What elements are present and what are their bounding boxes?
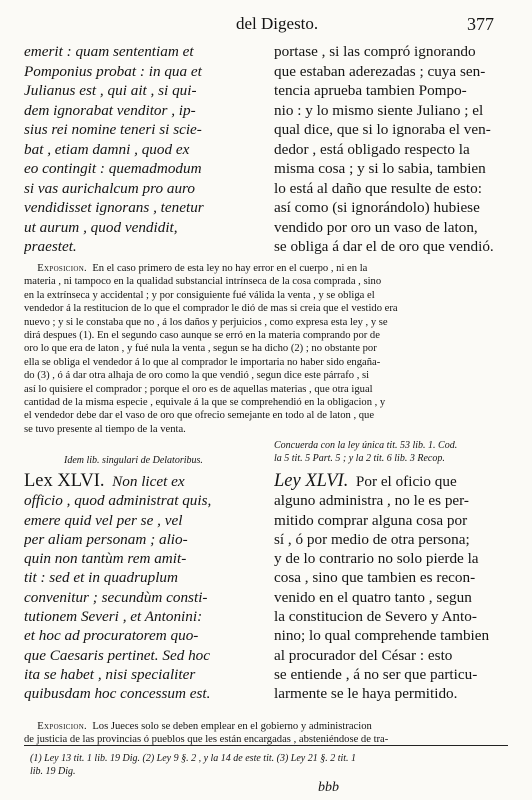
spanish-line: la constitucion de Severo y Anto- xyxy=(274,608,477,626)
exposicion-line: oro lo que era de laton , y fué nula la venta , segun se ha dicho (2) ; no obstante por xyxy=(24,343,377,355)
spanish-line: misma cosa ; y si lo sabia, tambien xyxy=(274,160,486,177)
latin-line: si vas aurichalcum pro auro xyxy=(24,179,195,197)
latin-line: quin non tantùm rem amit- xyxy=(24,550,187,568)
spanish-line: nino; lo qual comprehende tambien xyxy=(274,627,490,645)
exposicion-label: Exposicion. xyxy=(37,721,88,732)
exposicion-line: así lo quisiere el comprador ; porque el oro es de aquellas materias , que otra igual xyxy=(24,383,373,395)
exposicion-text: Los Jueces solo se deben emplear en el gobierno y administracion xyxy=(92,721,372,732)
spanish-line: nio : y lo mismo siente Juliano ; el xyxy=(274,101,484,119)
spanish-line: así como (si ignorándolo) hubiese xyxy=(274,199,480,216)
running-header xyxy=(0,8,532,38)
spanish-line: se obliga á dar el de oro que vendió. xyxy=(274,238,494,255)
exposicion-line: do (3) , ó á dar otra alhaja de oro como la que vendió , segun dice este párrafo , si xyxy=(24,370,370,382)
latin-line: convenitur ; secundùm consti- xyxy=(24,588,208,606)
latin-line: emerit : quam sententiam et xyxy=(24,43,194,60)
latin-line: ita se habet , nisi specialiter xyxy=(24,665,196,683)
latin-line: bat , etiam damni , quod ex xyxy=(24,140,190,158)
spanish-first: Por el oficio que xyxy=(355,473,457,490)
spanish-line: al procurador del César : esto xyxy=(274,646,453,664)
exposicion-line: cantidad de la misma especie , equivale á la que se comprehendió en la obligacion , y xyxy=(24,397,386,409)
law-heading: Lex XLVI. xyxy=(24,472,105,491)
concordance-line: Concuerda con la ley única tit. 53 lib. 1. Cod. xyxy=(274,440,458,451)
latin-line: emere quid vel per se , vel xyxy=(24,511,183,529)
concordance-line: la 5 tit. 5 Part. 5 ; y la 2 tit. 6 lib. 3 Recop. xyxy=(274,452,445,464)
latin-line: eo contingit : quemadmodum xyxy=(24,160,202,177)
latin-line xyxy=(24,472,260,491)
spanish-line: sí , ó por medio de otra persona; xyxy=(274,530,470,548)
footnote-line: (1) Ley 13 tit. 1 lib. 19 Dig. (2) Ley 9 §. 2 , y la 14 de este tit. (3) Ley 21 §. 2 tit. 1 xyxy=(30,753,357,764)
spanish-line: venido en el quatro tanto , segun xyxy=(274,588,472,606)
latin-line: sius rei nomine teneri si scie- xyxy=(24,121,202,138)
signature-mark: bbb xyxy=(318,780,339,795)
latin-line: ut aurum , quod vendidit, xyxy=(24,218,178,236)
page-number: 377 xyxy=(467,14,494,34)
latin-column-1 xyxy=(24,42,260,257)
exposicion-line: de justicia de las provincias ó pueblos que les están encargadas , absteniéndose de tra- xyxy=(24,734,389,746)
exposicion-line xyxy=(24,720,508,733)
spanish-line: alguno administra , no le es per- xyxy=(274,492,469,510)
spanish-line: larmente se le haya permitido. xyxy=(274,685,458,703)
footnote-divider xyxy=(24,745,508,746)
exposicion-line: el vendedor debe dar el vaso de oro que ofrecio semejante en todo al de laton , que xyxy=(24,410,375,422)
latin-column-2 xyxy=(24,472,260,704)
spanish-line: y de lo contrario no solo pierde la xyxy=(274,550,479,568)
spanish-line xyxy=(274,472,510,491)
spanish-column-1 xyxy=(274,42,508,257)
latin-line: que Caesaris pertinet. Sed hoc xyxy=(24,646,211,664)
exposicion-line: dirá despues (1). En el segundo caso aunque se erró en la materia comprando por de xyxy=(24,330,380,342)
latin-line: Pomponius probat : in qua et xyxy=(24,62,202,80)
exposicion-text: En el caso primero de esta ley no hay error en el cuerpo , ni en la xyxy=(92,263,368,274)
spanish-line: qual dice, que si lo ignoraba el ven- xyxy=(274,121,491,138)
footnote-line: lib. 19 Dig. xyxy=(30,766,76,777)
spanish-line: que estaban aderezadas ; cuya sen- xyxy=(274,62,486,80)
exposicion-line: en la extrínseca y accidental ; y por consiguiente fué válida la venta , y se obliga el xyxy=(24,289,375,301)
exposicion-line: ella se obliga el vendedor á lo que al comprador le importaria no haber sido engaña- xyxy=(24,356,381,368)
spanish-line: dedor , está obligado respecto la xyxy=(274,140,470,158)
exposicion-line: vendedor á la restitucion de lo que el comprador le dió de mas si creia que el vestido era xyxy=(24,303,398,315)
latin-line: vendidisset ignorans , tenetur xyxy=(24,199,204,216)
exposicion-line: nuevo ; y si le constaba que no , á los daños y perjuicios , como expresa esta ley , y se xyxy=(24,316,388,328)
exposicion-line: materia , ni tampoco en la qualidad substancial intrínseca de la cosa comprada , sino xyxy=(24,276,382,288)
latin-line: et hoc ad procuratorem quo- xyxy=(24,627,199,645)
latin-first: Non licet ex xyxy=(112,473,185,490)
spanish-line: lo está al daño que resulte de esto: xyxy=(274,179,482,197)
latin-line: praestet. xyxy=(24,238,77,255)
latin-line: officio , quod administrat quis, xyxy=(24,492,212,510)
running-title: del Digesto. xyxy=(236,14,319,33)
spanish-line: cosa , sino que tambien es recon- xyxy=(274,569,476,587)
source-citation: Idem lib. singulari de Delatoribus. xyxy=(64,455,203,466)
ley-heading: Ley XLVI. xyxy=(274,472,349,491)
latin-line: per aliam personam ; alio- xyxy=(24,530,188,548)
latin-line: dem ignorabat venditor , ip- xyxy=(24,101,196,119)
exposicion-label: Exposicion. xyxy=(37,263,88,274)
spanish-column-2 xyxy=(274,472,510,704)
spanish-line: vendido por oro un vaso de laton, xyxy=(274,218,478,236)
spanish-line: portase , si las compró ignorando xyxy=(274,43,476,60)
spanish-line: mitido comprar alguna cosa por xyxy=(274,511,468,529)
footnotes xyxy=(30,752,508,778)
exposicion-2 xyxy=(24,720,508,747)
spanish-line: se entiende , á no ser que particu- xyxy=(274,665,478,683)
concordance-note xyxy=(274,440,510,465)
exposicion-1 xyxy=(24,262,508,436)
spanish-line: tencia aprueba tambien Pompo- xyxy=(274,82,467,99)
latin-line: Julianus est , qui ait , si qui- xyxy=(24,82,197,99)
exposicion-line: se tuvo presente al tiempo de la venta. xyxy=(24,423,186,435)
latin-line: tit : sed et in quadruplum xyxy=(24,569,178,587)
latin-line: quibusdam hoc concessum est. xyxy=(24,685,211,703)
latin-line: tutionem Severi , et Antonini: xyxy=(24,608,203,626)
exposicion-line xyxy=(24,262,508,275)
